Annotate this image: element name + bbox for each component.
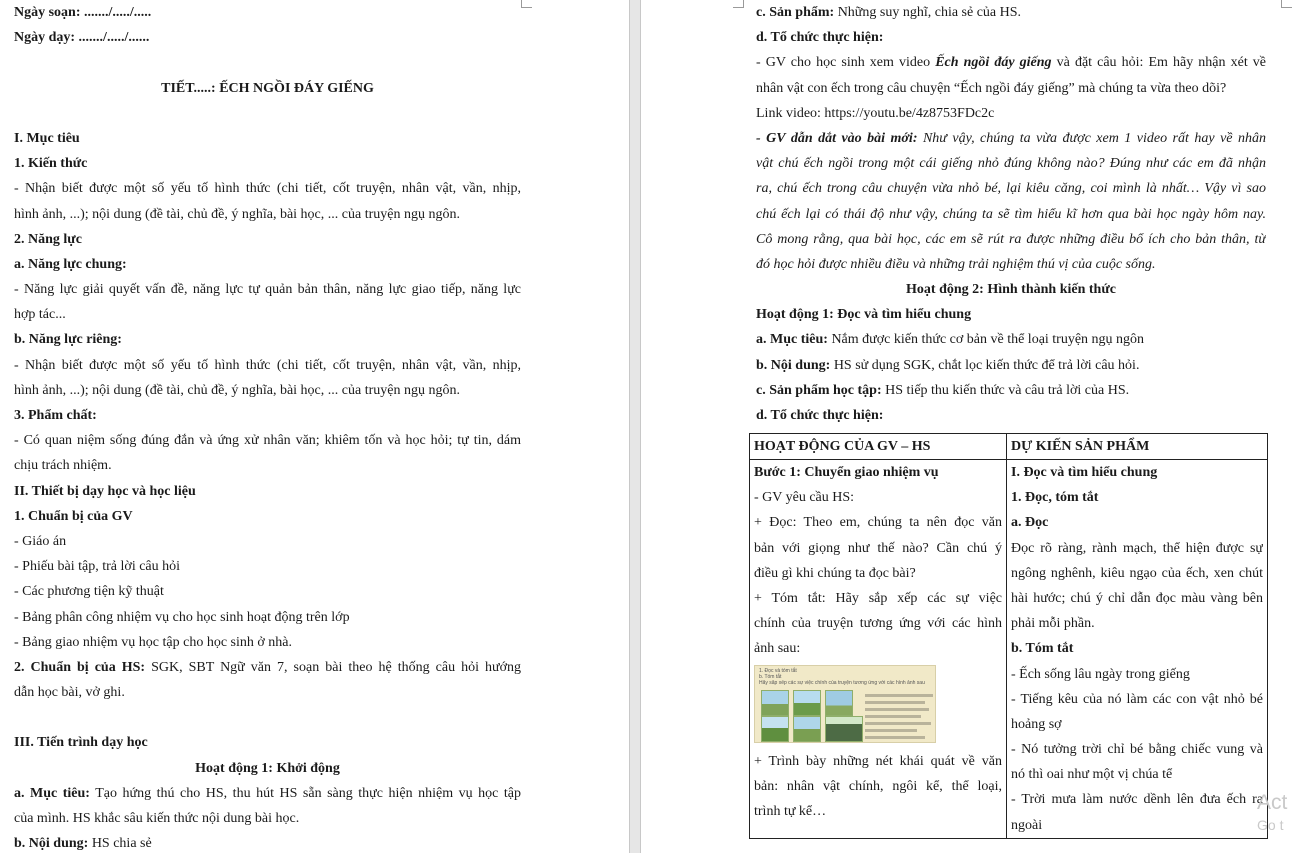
heading-hoat-dong-2: Hoạt động 2: Hình thành kiến thức [906, 282, 1116, 298]
margin-corner-mark [733, 0, 744, 8]
heading-thiet-bi: II. Thiết bị dạy học và học liệu [14, 483, 196, 499]
noi-dung-label: b. Nội dung: [756, 357, 831, 373]
cell-line: - Trời mưa làm nước dềnh lên đưa ếch ra [1011, 792, 1263, 808]
san-pham-hoc-tap-label: c. Sản phẩm học tập: [756, 382, 882, 398]
column-header: DỰ KIẾN SẢN PHẨM [1007, 434, 1268, 460]
cell-line: 1. Đọc, tóm tắt [1011, 490, 1099, 506]
cell-line: + Tóm tắt: Hãy sắp xếp các sự việc [754, 590, 1002, 606]
cell-line: Bước 1: Chuyển giao nhiệm vụ [754, 465, 939, 480]
watermark-line: Go t [1257, 817, 1284, 833]
document-page-left [0, 0, 629, 853]
paragraph-line: - Có quan niệm sống đúng đắn và ứng xử nhân văn; khiêm tốn và học hỏi; tự tin, dám [14, 433, 521, 449]
cell-line: - Ếch sống lâu ngày trong giếng [1011, 666, 1190, 682]
list-item: - Bảng giao nhiệm vụ học tập cho học sinh ở nhà. [14, 634, 293, 650]
cell-line: phải mỗi phần. [1011, 616, 1095, 632]
cell-line: + Trình bày những nét khái quát về văn [754, 753, 1002, 769]
document-page-right [641, 0, 1297, 853]
ngay-day: Ngày dạy: ......./...../...... [14, 30, 150, 46]
story-picture [793, 716, 821, 742]
lesson-title: TIẾT.....: ẾCH NGỒI ĐÁY GIẾNG [161, 80, 374, 96]
paragraph-line: hình ảnh, ...); nội dung (đề tài, chủ đề, ý nghĩa, bài học, ... của truyện ngụ ngôn. [14, 206, 460, 222]
story-picture [793, 690, 821, 716]
paragraph-line: hình ảnh, ...); nội dung (đề tài, chủ đề, ý nghĩa, bài học, ... của truyện ngụ ngôn. [14, 382, 460, 398]
paragraph-line: - Nhận biết được một số yếu tố hình thức (chi tiết, cốt truyện, nhân vật, vần, nhịp, [14, 181, 521, 197]
thumb-caption: 1. Đọc và tóm tắt [759, 667, 797, 674]
cell-line: I. Đọc và tìm hiểu chung [1011, 465, 1158, 480]
video-title: Ếch ngồi đáy giếng [935, 55, 1052, 71]
left-column [14, 0, 521, 856]
list-item: - Bảng phân công nhiệm vụ cho học sinh hoạt động trên lớp [14, 609, 350, 625]
column-header: HOẠT ĐỘNG CỦA GV – HS [750, 434, 1007, 460]
summary-worksheet-image [754, 665, 936, 743]
margin-corner-mark [521, 0, 532, 8]
list-item: - Các phương tiện kỹ thuật [14, 584, 164, 600]
paragraph-line: chú ếch lại có thái độ như vậy, chúng ta sẽ tìm hiểu kĩ hơn qua bài học ngày hôm nay. [756, 206, 1266, 222]
cell-line: nó thì oai như một vị chúa tể [1011, 767, 1173, 783]
cell-line: Đọc rõ ràng, rành mạch, thể hiện được sự [1011, 540, 1263, 556]
story-picture [825, 690, 853, 716]
paragraph-line: nhân vật con ếch trong câu chuyện “Ếch ngồi đáy giếng” mà chúng ta vừa theo dõi? [756, 80, 1227, 96]
cell-line: - Tiếng kêu của nó làm các con vật nhỏ bé [1011, 691, 1263, 707]
cell-line: trình tự kể… [754, 803, 827, 819]
hd1-muc-tieu-text: Tạo hứng thú cho HS, thu hút HS sẵn sàng thực hiện nhiệm vụ học tập [89, 785, 521, 801]
list-item: - Giáo án [14, 533, 67, 549]
table-cell-products [1007, 460, 1268, 839]
page-gutter [629, 0, 641, 853]
paragraph-line: đó học hỏi được nhiều điều và những trải nghiệm thú vị của cuộc sống. [756, 256, 1156, 272]
paragraph-line: vật chú ếch ngồi trong một cái giếng nhỏ đúng không nào? Đúng như các em đã nhận [756, 156, 1266, 172]
heading-hoat-dong-1: Hoạt động 1: Khởi động [195, 760, 340, 776]
cell-line: điều gì khi chúng ta đọc bài? [754, 565, 916, 581]
story-picture [761, 690, 789, 716]
hd1-muc-tieu [14, 781, 521, 806]
muc-tieu-text: Nắm được kiến thức cơ bản về thể loại truyện ngụ ngôn [827, 332, 1145, 348]
cell-line: ngoài [1011, 817, 1043, 833]
hd1-noi-dung-text: HS chia sẻ [88, 836, 152, 852]
cell-line: - GV yêu cầu HS: [754, 490, 855, 506]
dan-dat-text: Như vậy, chúng ta vừa được xem 1 video rất hay về nhân [917, 130, 1266, 146]
noi-dung [756, 353, 1266, 378]
san-pham-text: Những suy nghĩ, chia sẻ của HS. [834, 5, 1022, 20]
list-item: - Phiếu bài tập, trả lời câu hỏi [14, 559, 181, 575]
chuan-bi-hs [14, 655, 521, 680]
san-pham [756, 0, 1266, 25]
muc-tieu [756, 327, 1266, 352]
video-link[interactable]: Link video: https://youtu.be/4z8753FDc2c [756, 105, 995, 121]
table-header-row [750, 434, 1268, 460]
cell-line: chính của truyện tương ứng với các hình [754, 616, 1002, 632]
paragraph-line: - Năng lực giải quyết vấn đề, năng lực tự quản bản thân, năng lực giao tiếp, năng lực [14, 282, 521, 298]
to-chuc-thuc-hien: d. Tổ chức thực hiện: [756, 30, 884, 46]
san-pham-label: c. Sản phẩm: [756, 5, 835, 20]
heading-muc-tieu: I. Mục tiêu [14, 130, 80, 146]
paragraph-line: của mình. HS khắc sâu kiến thức nội dung bài học. [14, 811, 300, 826]
paragraph-line: chịu trách nhiệm. [14, 458, 112, 474]
right-column [756, 0, 1266, 428]
cell-line: a. Đọc [1011, 515, 1049, 531]
heading-pham-chat: 3. Phẩm chất: [14, 408, 97, 423]
heading-nang-luc-rieng: b. Năng lực riêng: [14, 332, 122, 348]
heading-doc-tim-hieu: Hoạt động 1: Đọc và tìm hiểu chung [756, 307, 972, 323]
hd1-muc-tieu-label: a. Mục tiêu: [14, 785, 90, 801]
activity-table [749, 433, 1268, 839]
cell-line: bản: nhân vật chính, ngôi kể, thể loại, [754, 778, 1002, 794]
heading-kien-thuc: 1. Kiến thức [14, 156, 88, 172]
dan-dat-line [756, 126, 1266, 151]
table-row [750, 460, 1268, 839]
activation-watermark [1257, 790, 1297, 834]
cell-line: hài hước; chú ý chỉ dẫn đọc màu vàng bên [1011, 590, 1263, 606]
cell-line: ảnh sau: [754, 641, 801, 657]
watermark-line: Act [1257, 791, 1288, 814]
cell-line: + Đọc: Theo em, chúng ta nên đọc văn [754, 515, 1002, 531]
heading-chuan-bi-gv: 1. Chuẩn bị của GV [14, 508, 133, 524]
paragraph-line: - Nhận biết được một số yếu tố hình thức (chi tiết, cốt truyện, nhân vật, vần, nhịp, [14, 357, 521, 373]
cell-line: hoảng sợ [1011, 716, 1062, 732]
story-picture [761, 716, 789, 742]
thumb-caption: Hãy sắp xếp các sự việc chính của truyện tương ứng với các hình ảnh sau [759, 679, 925, 686]
cell-line: bản với giọng như thế nào? Cần chú ý [754, 540, 1002, 556]
paragraph-line: Cô mong rằng, qua bài học, các em sẽ rút ra được những điều bổ ích cho bản thân, từ [756, 231, 1266, 247]
gv-video-line [756, 50, 1266, 75]
hd1-noi-dung [14, 831, 521, 856]
paragraph-line: hợp tác... [14, 307, 66, 323]
paragraph-line: ra, chú ếch trong câu chuyện vừa nhỏ bé, lại kiêu căng, coi mình là nhất… Vậy vì sao [756, 181, 1266, 197]
to-chuc-thuc-hien-2: d. Tổ chức thực hiện: [756, 408, 884, 423]
gv-video-text-a: - GV cho học sinh xem video [756, 55, 936, 71]
hd1-noi-dung-label: b. Nội dung: [14, 836, 89, 852]
ngay-soan: Ngày soạn: ......./...../..... [14, 5, 152, 20]
cell-line: b. Tóm tắt [1011, 641, 1074, 657]
san-pham-hoc-tap [756, 378, 1266, 403]
heading-nang-luc-chung: a. Năng lực chung: [14, 256, 127, 272]
table-cell-activities [750, 460, 1007, 839]
gv-video-text-b: và đặt câu hỏi: Em hãy nhận xét về [1051, 55, 1266, 71]
cell-line: - Nó tưởng trời chỉ bé bằng chiếc vung và [1011, 742, 1263, 758]
margin-corner-mark [1281, 0, 1292, 8]
chuan-bi-hs-label: 2. Chuẩn bị của HS: [14, 659, 146, 675]
story-picture [825, 716, 863, 742]
chuan-bi-hs-text: SGK, SBT Ngữ văn 7, soạn bài theo hệ thống câu hỏi hướng [145, 659, 521, 675]
noi-dung-text: HS sử dụng SGK, chắt lọc kiến thức để trả lời câu hỏi. [830, 357, 1140, 373]
paragraph-line: dẫn học bài, vở ghi. [14, 685, 125, 701]
thumb-caption: b. Tóm tắt [759, 673, 782, 680]
cell-line: ngông nghênh, kiêu ngạo của ếch, xen chút [1011, 565, 1263, 581]
muc-tieu-label: a. Mục tiêu: [756, 332, 828, 348]
heading-tien-trinh: III. Tiến trình dạy học [14, 735, 148, 751]
dan-dat-label: - GV dẫn dắt vào bài mới: [756, 130, 918, 146]
san-pham-hoc-tap-text: HS tiếp thu kiến thức và câu trả lời của HS. [881, 382, 1130, 398]
heading-nang-luc: 2. Năng lực [14, 231, 82, 247]
